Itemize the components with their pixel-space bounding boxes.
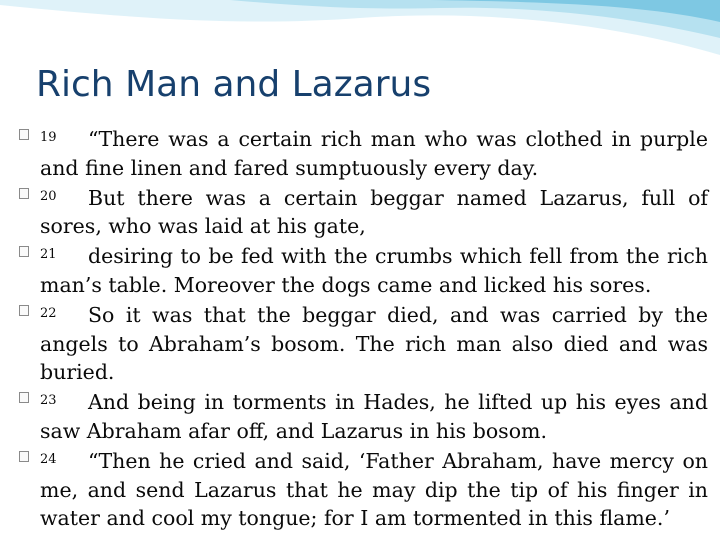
verse-text: So it was that the beggar died, and was carried by the angels to Abraham’s bosom. The rich man also died and was buried.: [40, 302, 708, 385]
bullet-box-icon: [19, 188, 29, 199]
verse-text: “Then he cried and said, ‘Father Abraham, have mercy on me, and send Lazarus that he may dip the tip of his finger in water and cool my tongue; for I am tormented in this flame.’: [40, 448, 708, 531]
verse-text: desiring to be fed with the crumbs which fell from the rich man’s table. Moreover the dogs came and licked his sores.: [40, 244, 708, 297]
bullet-box-icon: [19, 129, 29, 140]
bullet-box-icon: [19, 451, 29, 462]
verse-number: 19: [40, 130, 57, 145]
verse-item: [40, 124, 708, 183]
slide-title: Rich Man and Lazarus: [36, 64, 432, 105]
verse-text: “There was a certain rich man who was clothed in purple and fine linen and fared sumptuously every day.: [40, 127, 708, 180]
verse-item: [40, 446, 708, 533]
verse-item: [40, 241, 708, 300]
bullet-box-icon: [19, 392, 29, 403]
verse-list: [40, 124, 708, 533]
verse-text: But there was a certain beggar named Lazarus, full of sores, who was laid at his gate,: [40, 185, 708, 239]
bullet-box-icon: [19, 305, 29, 316]
verse-item: [40, 300, 708, 387]
verse-number: 21: [40, 247, 57, 263]
verse-item: [40, 183, 708, 242]
bullet-box-icon: [19, 246, 29, 257]
verse-text: And being in torments in Hades, he lifted up his eyes and saw Abraham afar off, and Lazarus in his bosom.: [40, 390, 708, 443]
verse-number: 24: [40, 451, 57, 467]
verse-number: 20: [40, 188, 57, 204]
verse-item: [40, 387, 708, 446]
verse-number: 22: [40, 305, 57, 321]
verse-number: 23: [40, 393, 57, 409]
